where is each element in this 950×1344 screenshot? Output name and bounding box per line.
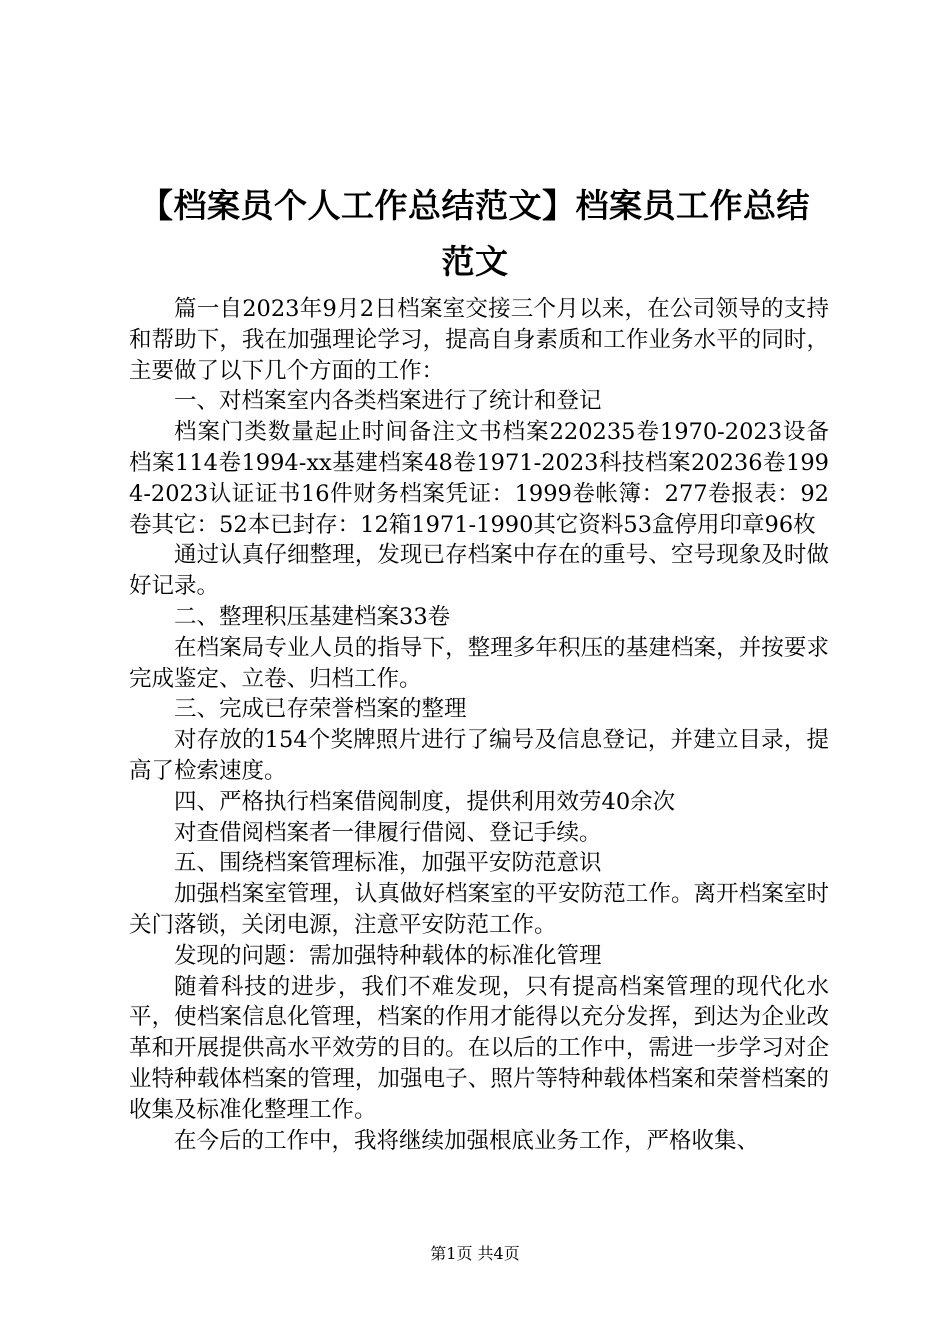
title-line-2: 范文 [441, 242, 509, 281]
section-heading-3: 三、完成已存荣誉档案的整理 [174, 696, 467, 723]
section-heading-2: 二、整理积压基建档案33卷 [174, 603, 451, 630]
title-line-1: 【档案员个人工作总结范文】档案员工作总结 [140, 186, 810, 225]
section-heading-4: 四、严格执行档案借阅制度，提供利用效劳40余次 [174, 788, 676, 815]
page-footer: 第1页 共4页 [430, 1244, 520, 1263]
document-title [100, 178, 850, 290]
paragraph-infrastructure: 在档案局专业人员的指导下，整理多年积压的基建档案，并按要求完成鉴定、立卷、归档工作。 [129, 634, 829, 692]
paragraph-future-work: 在今后的工作中，我将继续加强根底业务工作，严格收集、 [174, 1127, 760, 1154]
paragraph-archive-stats: 档案门类数量起止时间备注文书档案220235卷1970-2023设备档案114卷1994-xx基建档案48卷1971-2023科技档案20236卷1994-2023认证证书16件财务档案凭证：1999卷帐簿：277卷报表：92卷其它：52本已封存：12箱1971-1990其它资料53盒停用印章96枚 [129, 419, 829, 538]
paragraph-honor-archives: 对存放的154个奖牌照片进行了编号及信息登记，并建立目录，提高了检索速度。 [129, 727, 829, 784]
section-heading-problems: 发现的问题：需加强特种载体的标准化管理 [174, 942, 602, 969]
paragraph-modernization: 随着科技的进步，我们不难发现，只有提高档案管理的现代化水平，使档案信息化管理，档案的作用才能得以充分发挥，到达为企业改革和开展提供高水平效劳的目的。在以后的工作中，需进一步学习对企业特种载体档案的管理，加强电子、照片等特种载体档案和荣誉档案的收集及标准化整理工作。 [129, 973, 829, 1123]
paragraph-borrowing: 对查借阅档案者一律履行借阅、登记手续。 [174, 819, 602, 846]
paragraph-safety: 加强档案室管理，认真做好档案室的平安防范工作。离开档案室时关门落锁，关闭电源，注意平安防范工作。 [129, 881, 829, 938]
document-body [129, 294, 829, 1156]
paragraph-records: 通过认真仔细整理，发现已存档案中存在的重号、空号现象及时做好记录。 [129, 542, 829, 600]
section-heading-5: 五、围绕档案管理标准，加强平安防范意识 [174, 850, 602, 877]
paragraph-intro: 篇一自2023年9月2日档案室交接三个月以来，在公司领导的支持和帮助下，我在加强理论学习，提高自身素质和工作业务水平的同时，主要做了以下几个方面的工作： [129, 296, 829, 384]
section-heading-1: 一、对档案室内各类档案进行了统计和登记 [174, 388, 602, 415]
